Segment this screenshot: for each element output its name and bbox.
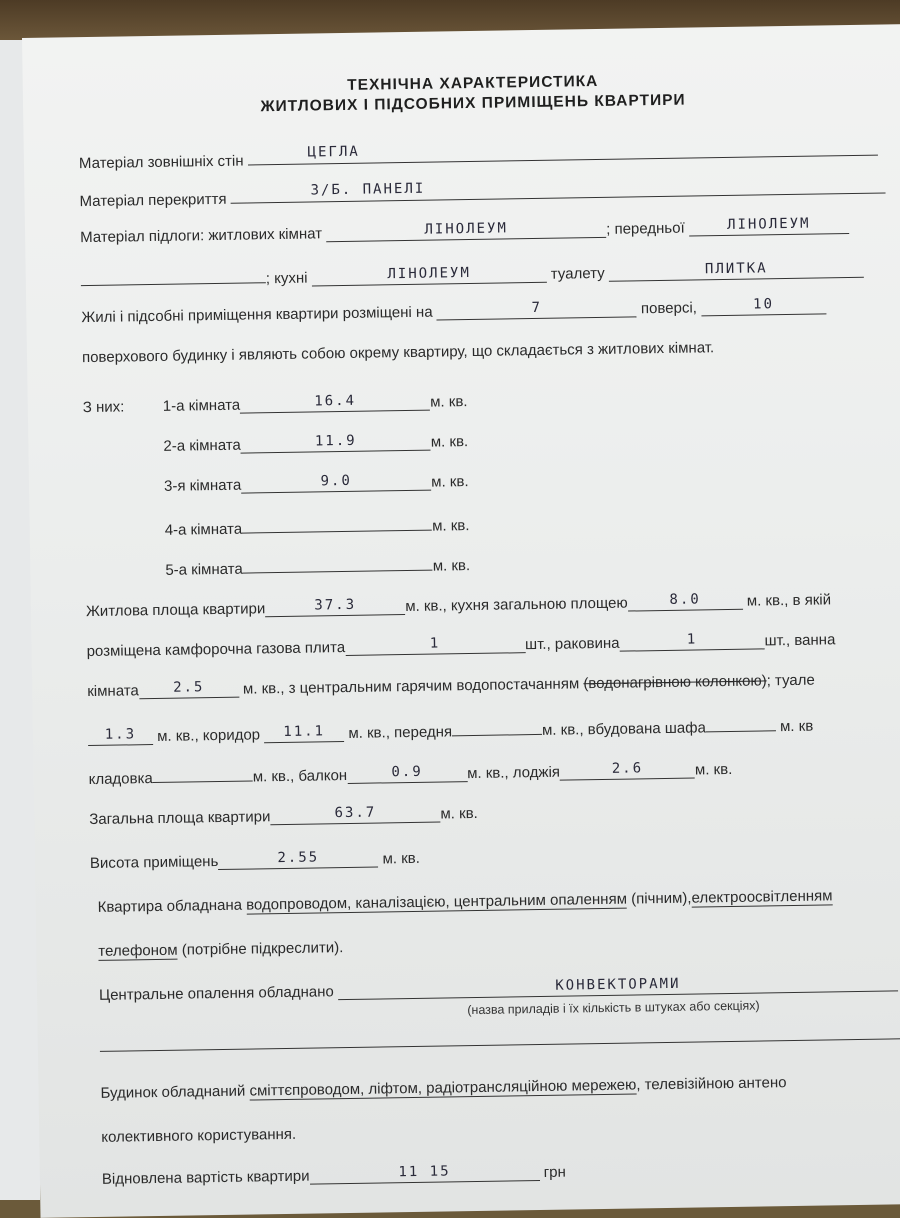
loggia-field[interactable] (560, 762, 695, 781)
floor-toilet-value: ПЛИТКА (704, 260, 768, 278)
heating-row-2 (100, 1022, 900, 1056)
floor-hall-label: ; передньої (606, 219, 685, 238)
room-label: 5-а кімната (165, 560, 243, 579)
wardrobe-text: м. кв., вбудована шафа (541, 719, 707, 739)
stove-row (87, 631, 836, 660)
room-row (165, 513, 470, 539)
location-floor-field[interactable] (437, 300, 637, 320)
ceiling-field[interactable] (230, 176, 885, 203)
wardrobe-field[interactable] (706, 714, 776, 732)
ceiling-row (79, 176, 885, 210)
height-unit: м. кв. (382, 849, 420, 868)
balcony-field[interactable] (347, 765, 467, 784)
stove-value: 1 (429, 635, 441, 652)
room-value: 9.0 (320, 472, 352, 490)
storage-field[interactable] (153, 764, 253, 783)
cost-value: 11 15 (398, 1163, 451, 1181)
bath-tail: шт., ванна (764, 631, 836, 650)
loggia-value: 2.6 (611, 760, 644, 777)
equipment-row-2 (98, 939, 343, 960)
floor-rooms-value: ЛІНОЛЕУМ (424, 220, 508, 238)
building-items: сміттєпроводом, ліфтом, радіотрансляційною мережею (249, 1076, 637, 1100)
room-unit: м. кв. (430, 393, 468, 411)
cost-label: Відновлена вартість квартири (101, 1167, 310, 1188)
height-label: Висота приміщень (89, 853, 219, 873)
stove-text: розміщена камфорочна газова плита (86, 639, 346, 661)
floor-kitchen-field[interactable] (312, 266, 547, 287)
walls-label: Матеріал зовнішніх стін (78, 152, 244, 173)
total-label: Загальна площа квартири (89, 808, 271, 829)
wardrobe-tail: м. кв (779, 717, 814, 736)
total-value: 63.7 (334, 804, 377, 822)
room-label: 4-а кімната (164, 520, 243, 539)
cost-row (102, 1164, 566, 1188)
bath-field[interactable] (139, 681, 239, 700)
walls-value: ЦЕГЛА (307, 143, 360, 161)
cost-field[interactable] (309, 1164, 539, 1185)
toilet-value: 1.3 (104, 726, 137, 743)
floor-kitchen-value: ЛІНОЛЕУМ (387, 264, 471, 283)
room-label: 3-я кімната (163, 476, 242, 495)
location-row-2: поверхового будинку і являють собою окрему квартиру, що складається з житлових кімнат. (81, 339, 715, 367)
location-storeys-field[interactable] (701, 297, 826, 316)
living-field[interactable] (265, 598, 405, 617)
walls-field[interactable] (248, 139, 878, 166)
room-label: 2-а кімната (163, 436, 241, 455)
height-field[interactable] (218, 851, 378, 871)
floor-kitchen-label: кухні (274, 269, 308, 288)
sink-value: 1 (686, 631, 698, 648)
room-row (165, 553, 470, 579)
floor-blank-field[interactable] (81, 266, 266, 286)
kitchen-field[interactable] (628, 593, 743, 612)
stove-field[interactable] (345, 636, 525, 656)
total-field[interactable] (270, 806, 440, 826)
room-unit: м. кв. (431, 517, 470, 535)
building-row (100, 1074, 786, 1102)
sink-text: шт., раковина (524, 634, 620, 654)
hotwater-text: м. кв., з центральним гарячим водопостачанням (242, 675, 580, 698)
room-row (164, 473, 469, 495)
balcony-value: 0.9 (391, 763, 423, 781)
bath-label: кімната (87, 682, 139, 701)
document-title-line1: ТЕХНІЧНА ХАРАКТЕРИСТИКА (347, 72, 599, 94)
heating-field[interactable] (338, 974, 898, 1000)
kitchen-text: м. кв., кухня загальною площею (405, 594, 628, 616)
floor-toilet-field[interactable] (609, 261, 864, 282)
ceiling-value: З/Б. ПАНЕЛІ (310, 180, 426, 199)
room-row (163, 393, 468, 415)
room-field[interactable] (243, 554, 433, 574)
rooms-intro: З них: (82, 398, 125, 417)
floor-sep: ; (265, 270, 271, 288)
floor-hall-value: ЛІНОЛЕУМ (726, 215, 811, 233)
hall-field[interactable] (452, 718, 542, 736)
toilet-field[interactable] (88, 728, 153, 746)
equipment-text: Квартира обладнана (97, 896, 243, 916)
bath-value: 2.5 (173, 679, 205, 696)
equipment-phone: телефоном (98, 941, 178, 960)
sink-field[interactable] (619, 632, 764, 651)
location-row (81, 297, 826, 326)
living-row (86, 591, 831, 620)
equipment-light: електроосвітленням (691, 887, 833, 907)
location-text1: Жилі і підсобні приміщення квартири розміщені на (81, 303, 433, 327)
storage-row (88, 757, 732, 788)
equipment-row (98, 887, 833, 916)
room-value: 16.4 (314, 392, 357, 410)
location-storeys-value: 10 (752, 296, 775, 313)
room-unit: м. кв. (432, 557, 471, 575)
toilet-row (88, 714, 814, 746)
equipment-note: (потрібне підкреслити). (181, 939, 344, 959)
equipment-items: водопроводом, каналізацією, центральним опаленням (246, 890, 628, 914)
hall-text: м. кв., передня (348, 723, 453, 742)
living-value: 37.3 (314, 596, 357, 614)
room-unit: м. кв. (431, 473, 469, 491)
corridor-field[interactable] (264, 725, 344, 743)
loggia-unit: м. кв. (694, 760, 733, 779)
heating-hint: (назва приладів і їх кількість в штуках або секціях) (467, 998, 760, 1018)
room-field[interactable] (240, 394, 430, 414)
height-row (90, 850, 420, 872)
floor-rooms-field[interactable] (326, 221, 606, 242)
floor-toilet-label: туалету (550, 264, 605, 283)
location-text2: поверсі, (640, 299, 698, 318)
storage-label: кладовка (88, 770, 153, 789)
room-unit: м. кв. (430, 433, 469, 451)
kitchen-tail: м. кв., в якій (746, 591, 832, 610)
building-row-2: колективного користування. (101, 1125, 297, 1146)
building-text1: Будинок обладнаний (100, 1082, 246, 1102)
document-title-line2: ЖИТЛОВИХ І ПІДСОБНИХ ПРИМІЩЕНЬ КВАРТИРИ (260, 91, 686, 116)
floor-label: Матеріал підлоги: житлових кімнат (80, 225, 323, 247)
kitchen-value: 8.0 (669, 591, 701, 608)
living-label: Житлова площа квартири (85, 600, 266, 621)
cost-unit: грн (543, 1163, 566, 1181)
corridor-text: м. кв., коридор (157, 726, 261, 745)
room-label: 1-а кімната (162, 396, 241, 415)
room-row (163, 433, 468, 455)
bath-row (87, 672, 815, 700)
room-field[interactable] (242, 514, 432, 534)
height-value: 2.55 (277, 849, 320, 867)
heating-value: КОНВЕКТОРАМИ (555, 975, 681, 994)
document-sheet (22, 24, 900, 1218)
total-row (89, 805, 478, 828)
floor-row (80, 217, 849, 246)
heating-row (99, 974, 898, 1004)
room-value: 11.9 (314, 432, 357, 450)
equipment-stove: (пічним), (630, 889, 692, 908)
ceiling-label: Матеріал перекриття (79, 190, 227, 211)
location-floor-value: 7 (531, 299, 543, 317)
floor-row-2 (81, 257, 864, 290)
toilet-tail: ; туале (766, 671, 815, 690)
corridor-value: 11.1 (283, 723, 326, 740)
loggia-text: м. кв., лоджія (466, 763, 561, 783)
room-field[interactable] (241, 434, 431, 454)
building-text2: , телевізійною антено (636, 1074, 787, 1094)
heater-text: (водонагрівною колонкою) (583, 672, 767, 693)
floor-hall-field[interactable] (689, 217, 849, 237)
room-field[interactable] (241, 474, 431, 494)
walls-row (79, 139, 878, 173)
heating-extra-field[interactable] (100, 1022, 900, 1052)
heating-label: Центральне опалення обладнано (98, 983, 334, 1004)
balcony-text: м. кв., балкон (252, 766, 348, 786)
total-unit: м. кв. (440, 804, 478, 823)
